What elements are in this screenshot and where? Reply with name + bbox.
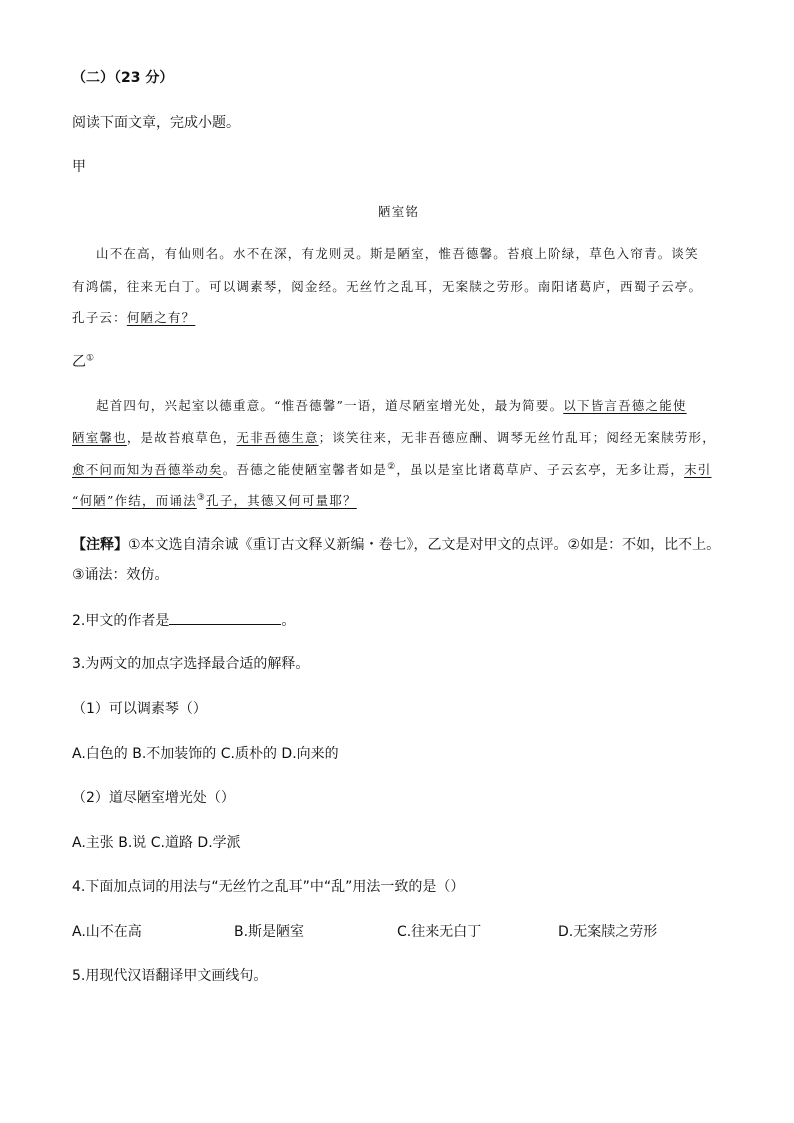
passage-jia-line-2: 有鸿儒，往来无白丁。可以调素琴，阅金经。无丝竹之乱耳，无案牍之劳形。南阳诸葛庐，西蜀子云亭。	[72, 279, 703, 294]
question-3-sub-2: （2）道尽陋室增光处（）	[72, 790, 235, 806]
footnote-marker: ①	[86, 353, 95, 364]
passage-yi-line-3	[72, 460, 712, 480]
underlined-phrase: 陋室馨也	[72, 430, 127, 445]
question-2-suffix: 。	[281, 613, 296, 629]
passage-jia-label: 甲	[72, 159, 86, 175]
question-4-option-a: A.山不在高	[72, 924, 142, 940]
footnote-marker: ③	[196, 492, 207, 503]
question-4-option-c: C.往来无白丁	[397, 924, 482, 940]
passage-yi-line-4	[72, 491, 357, 511]
passage-yi-label	[72, 352, 94, 372]
notes-line-1	[72, 535, 720, 555]
underlined-phrase: 末引	[684, 462, 712, 477]
passage-jia-line-3	[72, 308, 195, 328]
notes-text: ①本文选自清余诚《重订古文释义新编・卷七》，乙文是对甲文的点评。②如是：不如，比不上。	[128, 537, 721, 553]
passage-yi-text: ；谈笑往来，无非吾德应酬、调琴无丝竹乱耳；阅经无案牍劳形，	[318, 430, 716, 445]
underlined-phrase: 孔子，其德又何可量耶？	[206, 493, 357, 508]
question-2-text: 2.甲文的作者是	[72, 613, 170, 629]
question-4-option-d: D.无案牍之劳形	[558, 924, 658, 940]
question-2	[72, 610, 295, 631]
answer-blank[interactable]	[169, 610, 281, 625]
passage-yi-text: 起首四句，兴起室以德重意。“惟吾德馨”一语，道尽陋室增光处，最为简要。	[96, 398, 564, 413]
passage-jia-line-3-prefix: 孔子云：	[72, 310, 127, 325]
question-3-sub-2-options: A.主张 B.说 C.道路 D.学派	[72, 835, 241, 851]
instruction-text: 阅读下面文章，完成小题。	[72, 115, 240, 131]
underlined-phrase: 无非吾德生意	[236, 430, 319, 445]
passage-jia-title: 陋室铭	[378, 204, 420, 219]
underlined-phrase: “何陋”作结，而诵法	[72, 493, 197, 508]
underlined-sentence: 何陋之有？	[126, 310, 196, 325]
question-3: 3.为两文的加点字选择最合适的解释。	[72, 656, 310, 672]
passage-yi-text: ，虽以是室比诸葛草庐、子云玄亭，无多让焉，	[396, 462, 685, 477]
question-5: 5.用现代汉语翻译甲文画线句。	[72, 968, 268, 984]
passage-yi-text: ，是故苔痕草色，	[126, 430, 237, 445]
passage-yi-line-2	[72, 428, 716, 448]
passage-yi-label-text: 乙	[72, 354, 86, 370]
passage-jia-line-1: 山不在高，有仙则名。水不在深，有龙则灵。斯是陋室，惟吾德馨。苔痕上阶绿，草色入帘青。谈笑	[96, 246, 699, 261]
passage-yi-line-1	[96, 396, 687, 416]
notes-label: 【注释】	[72, 537, 128, 553]
underlined-phrase: 以下皆言吾德之能使	[563, 398, 687, 413]
question-4: 4.下面加点词的用法与“无丝竹之乱耳”中“乱”用法一致的是（）	[72, 879, 465, 895]
underlined-phrase: 愈不问而知为吾德举动矣	[72, 462, 223, 477]
question-3-sub-1-options: A.白色的 B.不加装饰的 C.质朴的 D.向来的	[72, 746, 339, 762]
question-4-option-b: B.斯是陋室	[234, 924, 305, 940]
footnote-marker: ②	[387, 461, 397, 472]
notes-line-2: ③诵法：效仿。	[72, 567, 169, 583]
passage-yi-text: 。吾德之能使陋室馨者如是	[222, 462, 388, 477]
section-title: （二）（23 分）	[72, 70, 174, 86]
question-3-sub-1: （1）可以调素琴（）	[72, 701, 207, 717]
